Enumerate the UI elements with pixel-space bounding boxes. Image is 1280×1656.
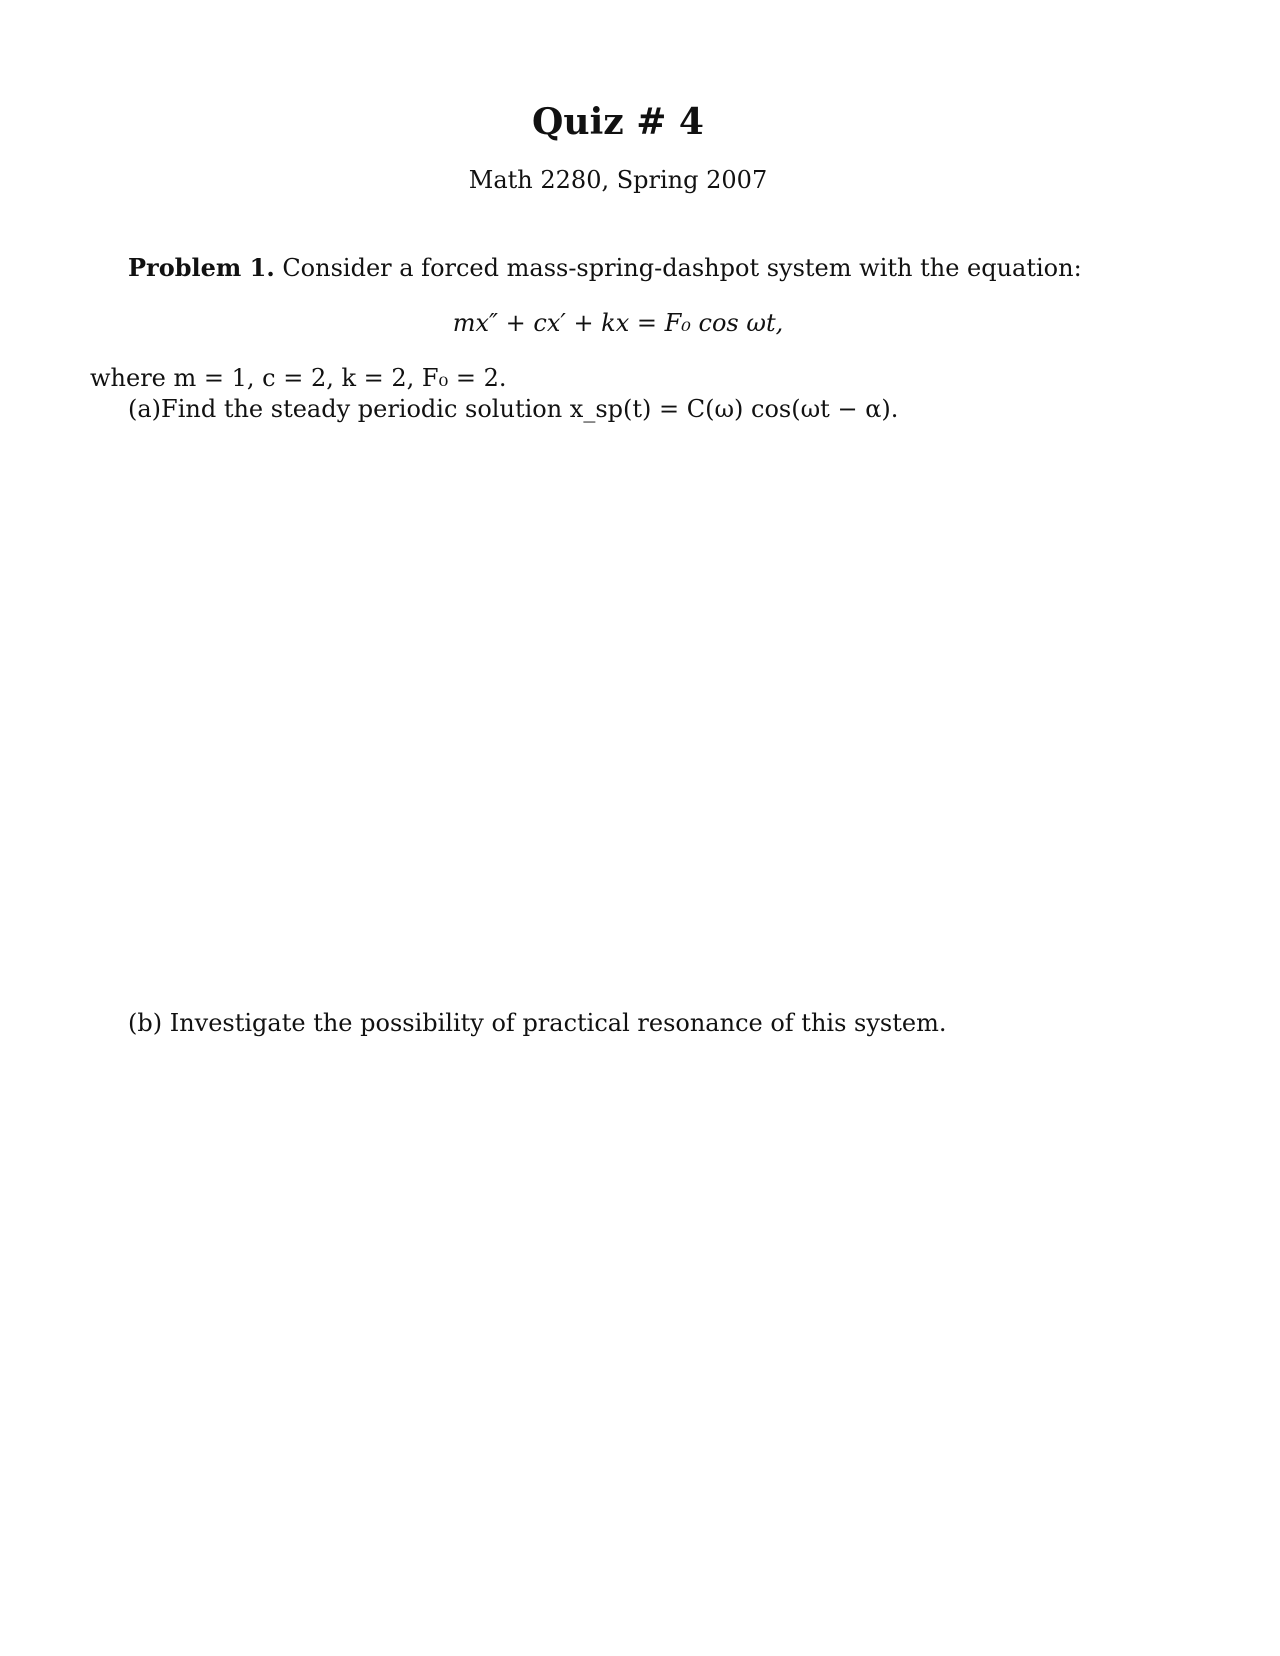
problem-1-heading: Problem 1. <box>128 253 275 282</box>
part-b-question: (b) Investigate the possibility of practical resonance of this system. <box>128 1009 947 1037</box>
problem-1-statement <box>128 252 1082 284</box>
page-title: Quiz # 4 <box>532 101 704 143</box>
parameter-values: where m = 1, c = 2, k = 2, F₀ = 2. <box>90 364 507 392</box>
problem-1-intro: Consider a forced mass-spring-dashpot system with the equation: <box>282 254 1082 282</box>
part-a-question: (a)Find the steady periodic solution x_sp(t) = C(ω) cos(ωt − α). <box>128 395 899 423</box>
course-subtitle: Math 2280, Spring 2007 <box>468 166 768 194</box>
governing-equation: mx″ + cx′ + kx = F₀ cos ωt, <box>452 309 784 337</box>
